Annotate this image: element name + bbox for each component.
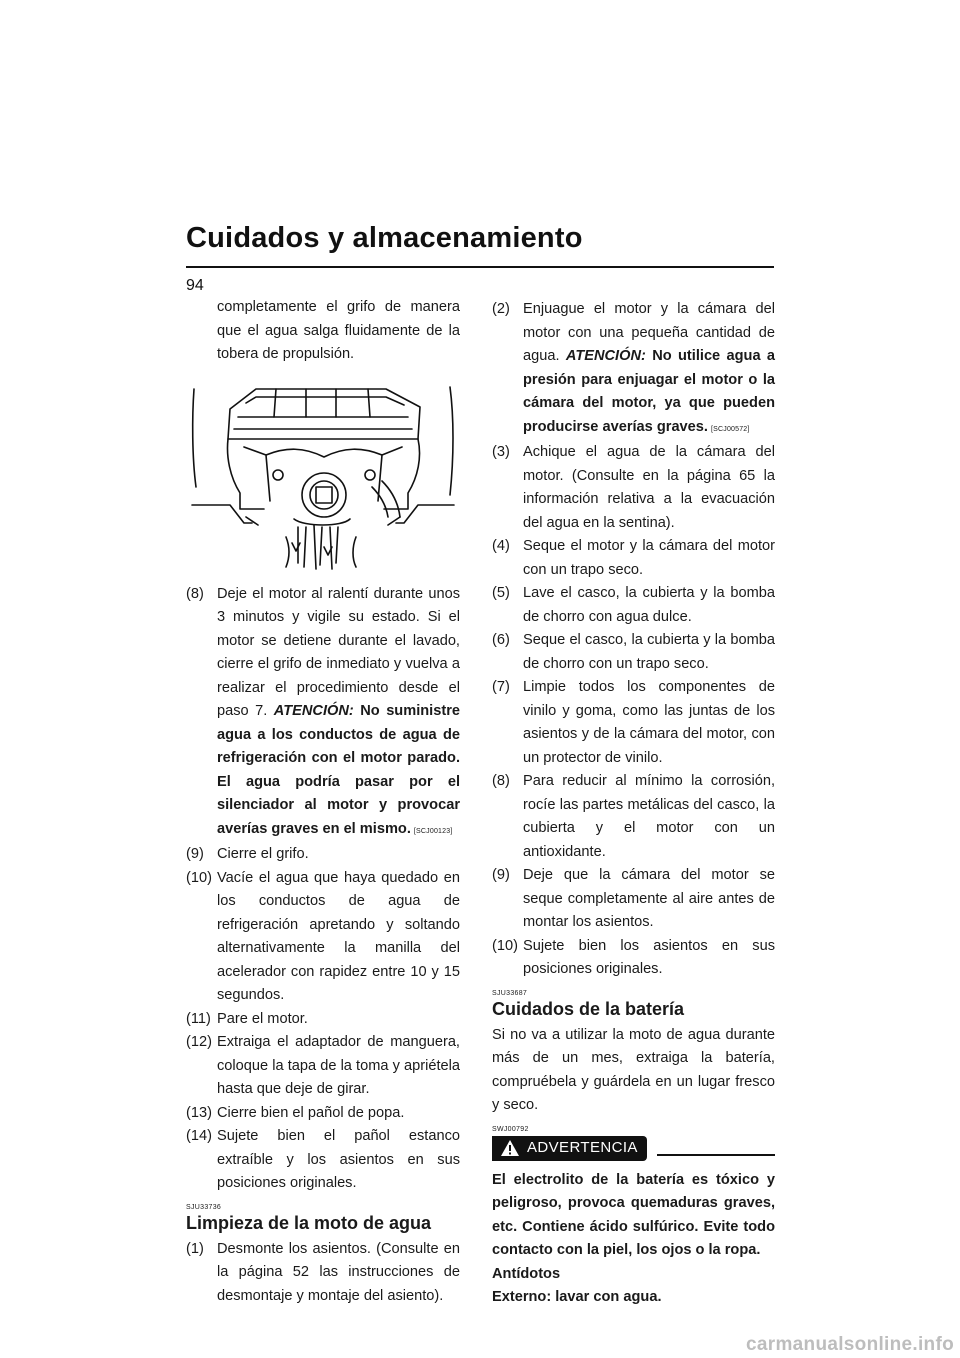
step-text: Vacíe el agua que haya quedado en los conductos de agua de refrigeración apretando y soltando alternativamente la manilla del acelerador con rapidez entre 10 y 15 segundos. bbox=[217, 869, 460, 1003]
section-code: SJU33687 bbox=[492, 989, 528, 997]
step-number: (10) bbox=[492, 937, 518, 954]
clean-step-8 bbox=[492, 770, 775, 864]
step-number: (11) bbox=[186, 1010, 211, 1027]
clean-step-6 bbox=[492, 629, 775, 676]
step-number: (7) bbox=[492, 679, 510, 695]
step-10 bbox=[186, 867, 460, 1008]
left-column bbox=[186, 296, 460, 1308]
step-8 bbox=[186, 583, 460, 844]
step-text: Deje que la cámara del motor se seque completamente al aire antes de montar los asientos. bbox=[523, 867, 775, 930]
caution-text: No utilice agua a presión para enjuagar el motor o la cámara del motor, ya que pueden producirse averías graves. bbox=[523, 348, 776, 435]
step-number: (14) bbox=[186, 1128, 212, 1144]
step-number: (12) bbox=[186, 1034, 212, 1050]
step-text: Deje el motor al ralentí durante unos 3 minutos y vigile su estado. Si el motor se detiene durante el lavado, cierre el grifo de inmediato y vuelva a realizar el procedimiento desde el paso 7. bbox=[217, 585, 460, 719]
step-number: (3) bbox=[492, 444, 510, 460]
step-number: (13) bbox=[186, 1104, 212, 1121]
caution-code: [SCJ00123] bbox=[413, 827, 453, 835]
step-text: Desmonte los asientos. (Consulte en la página 52 las instrucciones de desmontaje y montaje del asiento). bbox=[217, 1240, 460, 1304]
clean-step-3 bbox=[492, 441, 775, 535]
step-number: (9) bbox=[186, 846, 204, 862]
step-text: Lave el casco, la cubierta y la bomba de chorro con agua dulce. bbox=[523, 585, 775, 625]
step-text: Para reducir al mínimo la corrosión, rocíe las partes metálicas del casco, la cubierta y el motor con un antioxidante. bbox=[523, 773, 775, 860]
intro-paragraph: completamente el grifo de manera que el agua salga fluidamente de la tobera de propulsión. bbox=[217, 299, 460, 362]
step-text: Seque el casco, la cubierta y la bomba de chorro con un trapo seco. bbox=[523, 632, 775, 672]
warning-badge bbox=[492, 1136, 647, 1161]
caution-code: [SCJ00572] bbox=[710, 425, 750, 433]
step-9 bbox=[186, 843, 460, 867]
clean-step-7 bbox=[492, 676, 775, 770]
warning-text: El electrolito de la batería es tóxico y peligroso, provoca quemaduras graves, etc. Contiene ácido sulfúrico. Evite todo contacto con la piel, los ojos o la ropa. bbox=[492, 1171, 775, 1258]
clean-step-9 bbox=[492, 864, 775, 935]
clean-step-2 bbox=[492, 298, 775, 441]
step-number: (6) bbox=[492, 632, 510, 648]
antidotes-label: Antídotos bbox=[492, 1265, 561, 1282]
clean-step-10 bbox=[492, 935, 775, 982]
section-code: SJU33736 bbox=[186, 1203, 222, 1211]
exclamation-triangle-icon bbox=[500, 1139, 520, 1157]
step-number: (5) bbox=[492, 585, 510, 601]
step-text: Cierre bien el pañol de popa. bbox=[217, 1104, 405, 1121]
step-number: (10) bbox=[186, 869, 212, 886]
watermark: carmanualsonline.info bbox=[746, 1334, 954, 1355]
caution-label: ATENCIÓN: bbox=[565, 348, 646, 364]
section-heading: Cuidados de la batería bbox=[492, 998, 685, 1019]
title-rule bbox=[186, 266, 774, 268]
step-text: Sujete bien el pañol estanco extraíble y los asientos en sus posiciones originales. bbox=[217, 1128, 460, 1191]
warning-label: ADVERTENCIA bbox=[527, 1139, 638, 1157]
step-text: Pare el motor. bbox=[217, 1010, 308, 1027]
external-antidote: Externo: lavar con agua. bbox=[492, 1289, 662, 1305]
step-11 bbox=[186, 1008, 460, 1032]
step-number: (8) bbox=[492, 773, 510, 789]
warning-rule bbox=[657, 1154, 775, 1156]
caution-label: ATENCIÓN: bbox=[273, 703, 354, 719]
jet-ski-flushing-illustration bbox=[186, 377, 460, 575]
step-text: Achique el agua de la cámara del motor. (Consulte en la página 65 la información relativa a la evacuación del agua en la sentina). bbox=[523, 444, 775, 531]
right-column bbox=[492, 298, 775, 1310]
step-text: Limpie todos los componentes de vinilo y goma, como las juntas de los asientos y de la cámara del motor, con un protector de vinilo. bbox=[523, 679, 775, 766]
clean-step-5 bbox=[492, 582, 775, 629]
step-text: Extraiga el adaptador de manguera, coloque la tapa de la toma y apriételа hasta que deje de girar. bbox=[217, 1034, 460, 1097]
caution-text: No suministre agua a los conductos de agua de refrigeración con el motor parado. El agua podría pasar por el silenciador al motor y provocar averías graves en el mismo. bbox=[217, 703, 460, 837]
step-text: Cierre el grifo. bbox=[217, 846, 309, 862]
clean-step-1 bbox=[186, 1238, 460, 1309]
step-text: Sujete bien los asientos en sus posiciones originales. bbox=[523, 937, 775, 977]
page-number: 94 bbox=[186, 277, 204, 294]
flushing-drawing bbox=[186, 377, 460, 575]
step-number: (2) bbox=[492, 301, 510, 317]
step-number: (9) bbox=[492, 867, 510, 883]
step-number: (4) bbox=[492, 538, 510, 554]
step-14 bbox=[186, 1125, 460, 1196]
page-title: Cuidados y almacenamiento bbox=[186, 222, 583, 254]
step-12 bbox=[186, 1031, 460, 1102]
step-text: Seque el motor y la cámara del motor con un trapo seco. bbox=[523, 538, 775, 578]
warning-code: SWJ00792 bbox=[492, 1125, 529, 1133]
clean-step-4 bbox=[492, 535, 775, 582]
warning-header bbox=[492, 1136, 775, 1161]
section-heading: Limpieza de la moto de agua bbox=[186, 1212, 432, 1233]
step-text: Enjuague el motor y la cámara del motor con una pequeña cantidad de agua. bbox=[523, 301, 775, 364]
step-13 bbox=[186, 1102, 460, 1126]
battery-intro: Si no va a utilizar la moto de agua durante más de un mes, extraiga la batería, compruébela y guárdela en un lugar fresco y seco. bbox=[492, 1026, 775, 1113]
step-number: (8) bbox=[186, 585, 204, 602]
step-number: (1) bbox=[186, 1240, 204, 1257]
